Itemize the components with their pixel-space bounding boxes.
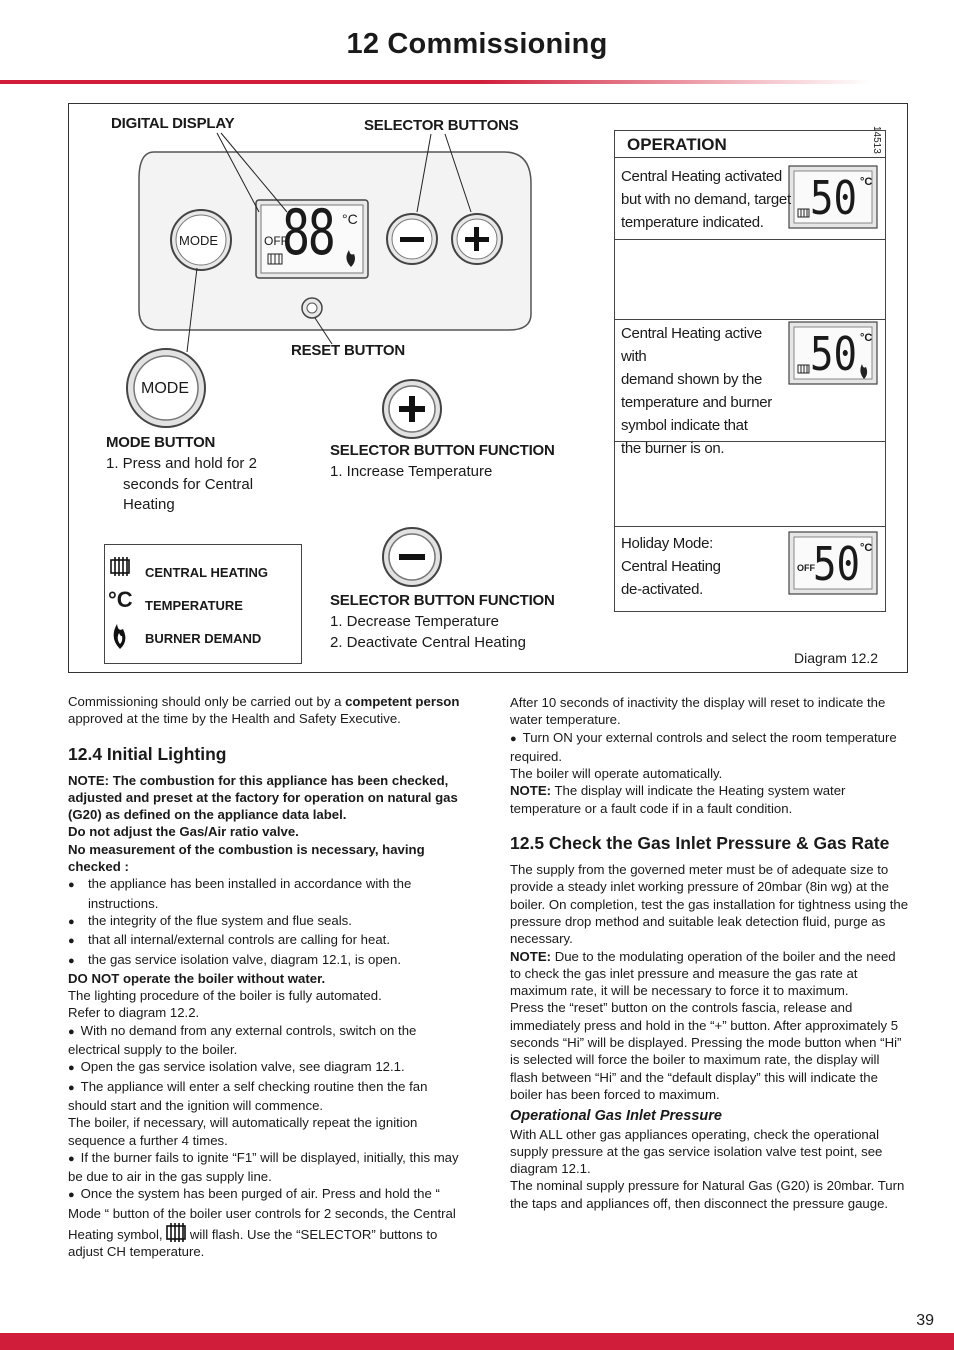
- op-display-3-off: OFF: [797, 563, 815, 573]
- repeat-text: The boiler, if necessary, will automatically repeat the ignition sequence a further 4 times.: [68, 1115, 418, 1148]
- op-display-3-digits: 50: [813, 537, 861, 591]
- title-rule: [0, 80, 870, 84]
- mode-button-steps: 1. Press and hold for 2 seconds for Central Heating: [106, 455, 257, 513]
- mode-button-title: MODE BUTTON: [106, 434, 216, 451]
- refer-text: Refer to diagram 12.2.: [68, 1005, 200, 1021]
- check-item: ● the gas service isolation valve, diagram 12.1, is open.: [68, 951, 463, 970]
- no-water-warning: DO NOT operate the boiler without water.: [68, 970, 326, 986]
- check-item: ● the integrity of the flue system and flue seals.: [68, 912, 463, 931]
- symbol-legend: [104, 544, 302, 664]
- selector-buttons-label: SELECTOR BUTTONS: [364, 117, 519, 134]
- display-unit: °C: [342, 211, 358, 227]
- modulating-note: NOTE: Due to the modulating operation of the boiler and the need to check the gas inlet pressure and measure the gas rate at maximum rate, it will be necessary to force it to maximum.: [510, 948, 896, 999]
- selector-minus-steps: 1. Decrease Temperature 2. Deactivate Central Heating: [330, 613, 526, 651]
- supply-text: The supply from the governed meter must be of adequate size to provide a steady inlet working pressure of 20mbar (8in wg) at the boiler. On completion, test the gas installation for tightness using the pressure drop method and suitable leak detection fluid, purge as necessary.: [510, 862, 909, 947]
- op-display-1-unit: °C: [860, 176, 873, 188]
- display-digits: 88: [282, 196, 334, 269]
- step-item: ● Once the system has been purged of air. Press and hold the “ Mode “ button of the boiler user controls for 2 seconds, the Central Heating symbol, will flash. Use the “SELECTOR” buttons to adjust CH temperature.: [68, 1185, 463, 1260]
- selector-minus-title: SELECTOR BUTTON FUNCTION: [330, 592, 555, 609]
- no-adjust-note: Do not adjust the Gas/Air ratio valve.: [68, 824, 299, 840]
- no-measurement-note: No measurement of the combustion is necessary, having checked :: [68, 841, 425, 875]
- step-item: ● Open the gas service isolation valve, see diagram 12.1.: [68, 1058, 463, 1077]
- reset-button-label: RESET BUTTON: [291, 342, 405, 359]
- legend-burner-demand: BURNER DEMAND: [145, 631, 262, 646]
- automated-text: The lighting procedure of the boiler is fully automated.: [68, 988, 382, 1004]
- page-number: 39: [916, 1312, 934, 1329]
- auto-text: The boiler will operate automatically.: [510, 766, 723, 782]
- intro-paragraph: Commissioning should only be carried out by a competent person approved at the time by the Health and Safety Executive.: [68, 694, 460, 727]
- inactivity-text: After 10 seconds of inactivity the display will reset to indicate the water temperature.: [510, 695, 886, 728]
- check-item: ● the appliance has been installed in accordance with the instructions.: [68, 875, 463, 912]
- nominal-text: The nominal supply pressure for Natural Gas (G20) is 20mbar. Turn the taps and appliances off, then disconnect the pressure gauge.: [510, 1178, 905, 1211]
- selector-plus-step: 1. Increase Temperature: [330, 463, 493, 480]
- footer-bar: [0, 1333, 954, 1350]
- operation-mode-3: Holiday Mode: Central Heating de-activated.: [621, 535, 721, 598]
- op-display-1-digits: 50: [810, 171, 858, 225]
- right-column: [510, 694, 910, 1212]
- figure-ref-number: 14513: [871, 126, 882, 154]
- check-item: ● that all internal/external controls are calling for heat.: [68, 931, 463, 950]
- operation-title: OPERATION: [615, 131, 885, 158]
- central-heating-inline-icon: [166, 1222, 186, 1242]
- left-column: [68, 693, 463, 1261]
- figure-caption: Diagram 12.2: [794, 650, 879, 666]
- legend-celsius-icon: °C: [108, 587, 133, 612]
- operation-mode-1: Central Heating activated but with no demand, target temperature indicated.: [621, 168, 791, 231]
- op-display-2-unit: °C: [860, 332, 873, 344]
- press-reset-text: Press the “reset” button on the controls fascia, release and immediately press and hold in the “+” button. After approximately 5 seconds “Hi” will be displayed. Pressing the mode button when “Hi” is selected will force the boiler to maximum rate, the display will flash between “Hi” and the “default display” this will indicate the boiler has been forced to maximum.: [510, 1000, 902, 1102]
- step-item: ● If the burner fails to ignite “F1” will be displayed, initially, this may be due to air in the gas supply line.: [68, 1149, 463, 1186]
- op-display-3-unit: °C: [860, 542, 873, 554]
- op-display-2-digits: 50: [810, 327, 858, 381]
- selector-plus-title: SELECTOR BUTTON FUNCTION: [330, 442, 555, 459]
- turn-on-item: ● Turn ON your external controls and select the room temperature required.: [510, 729, 910, 766]
- digital-display-label: DIGITAL DISPLAY: [111, 115, 235, 132]
- display-note: NOTE: The display will indicate the Heating system water temperature or a fault code if in a fault condition.: [510, 783, 846, 816]
- display-off-label: OFF: [264, 234, 288, 248]
- legend-central-heating: CENTRAL HEATING: [145, 565, 269, 580]
- operation-panel: [614, 130, 886, 612]
- section-12-5-heading: 12.5 Check the Gas Inlet Pressure & Gas Rate: [510, 833, 890, 854]
- operational-pressure-heading: Operational Gas Inlet Pressure: [510, 1108, 722, 1125]
- combustion-note: NOTE: The combustion for this appliance has been checked, adjusted and preset at the factory for operation on natural gas (G20) as defined on the appliance data label.: [68, 772, 458, 823]
- diagram-12-2: [68, 103, 908, 673]
- page-title: 12 Commissioning: [346, 28, 608, 60]
- step-item: ● The appliance will enter a self checking routine then the fan should start and the ignition will commence.: [68, 1078, 463, 1115]
- mode-button-big-label: MODE: [141, 380, 189, 397]
- section-12-4-heading: 12.4 Initial Lighting: [68, 743, 227, 764]
- fascia-mode-label: MODE: [179, 233, 218, 248]
- step-item: ● With no demand from any external controls, switch on the electrical supply to the boiler.: [68, 1022, 463, 1059]
- legend-temperature: TEMPERATURE: [145, 598, 243, 613]
- all-other-text: With ALL other gas appliances operating, check the operational supply pressure at the gas service isolation valve test point, see diagram 12.1.: [510, 1126, 883, 1177]
- operation-mode-2: Central Heating active with demand shown by the temperature and burner symbol indicate that the burner is on.: [621, 325, 772, 457]
